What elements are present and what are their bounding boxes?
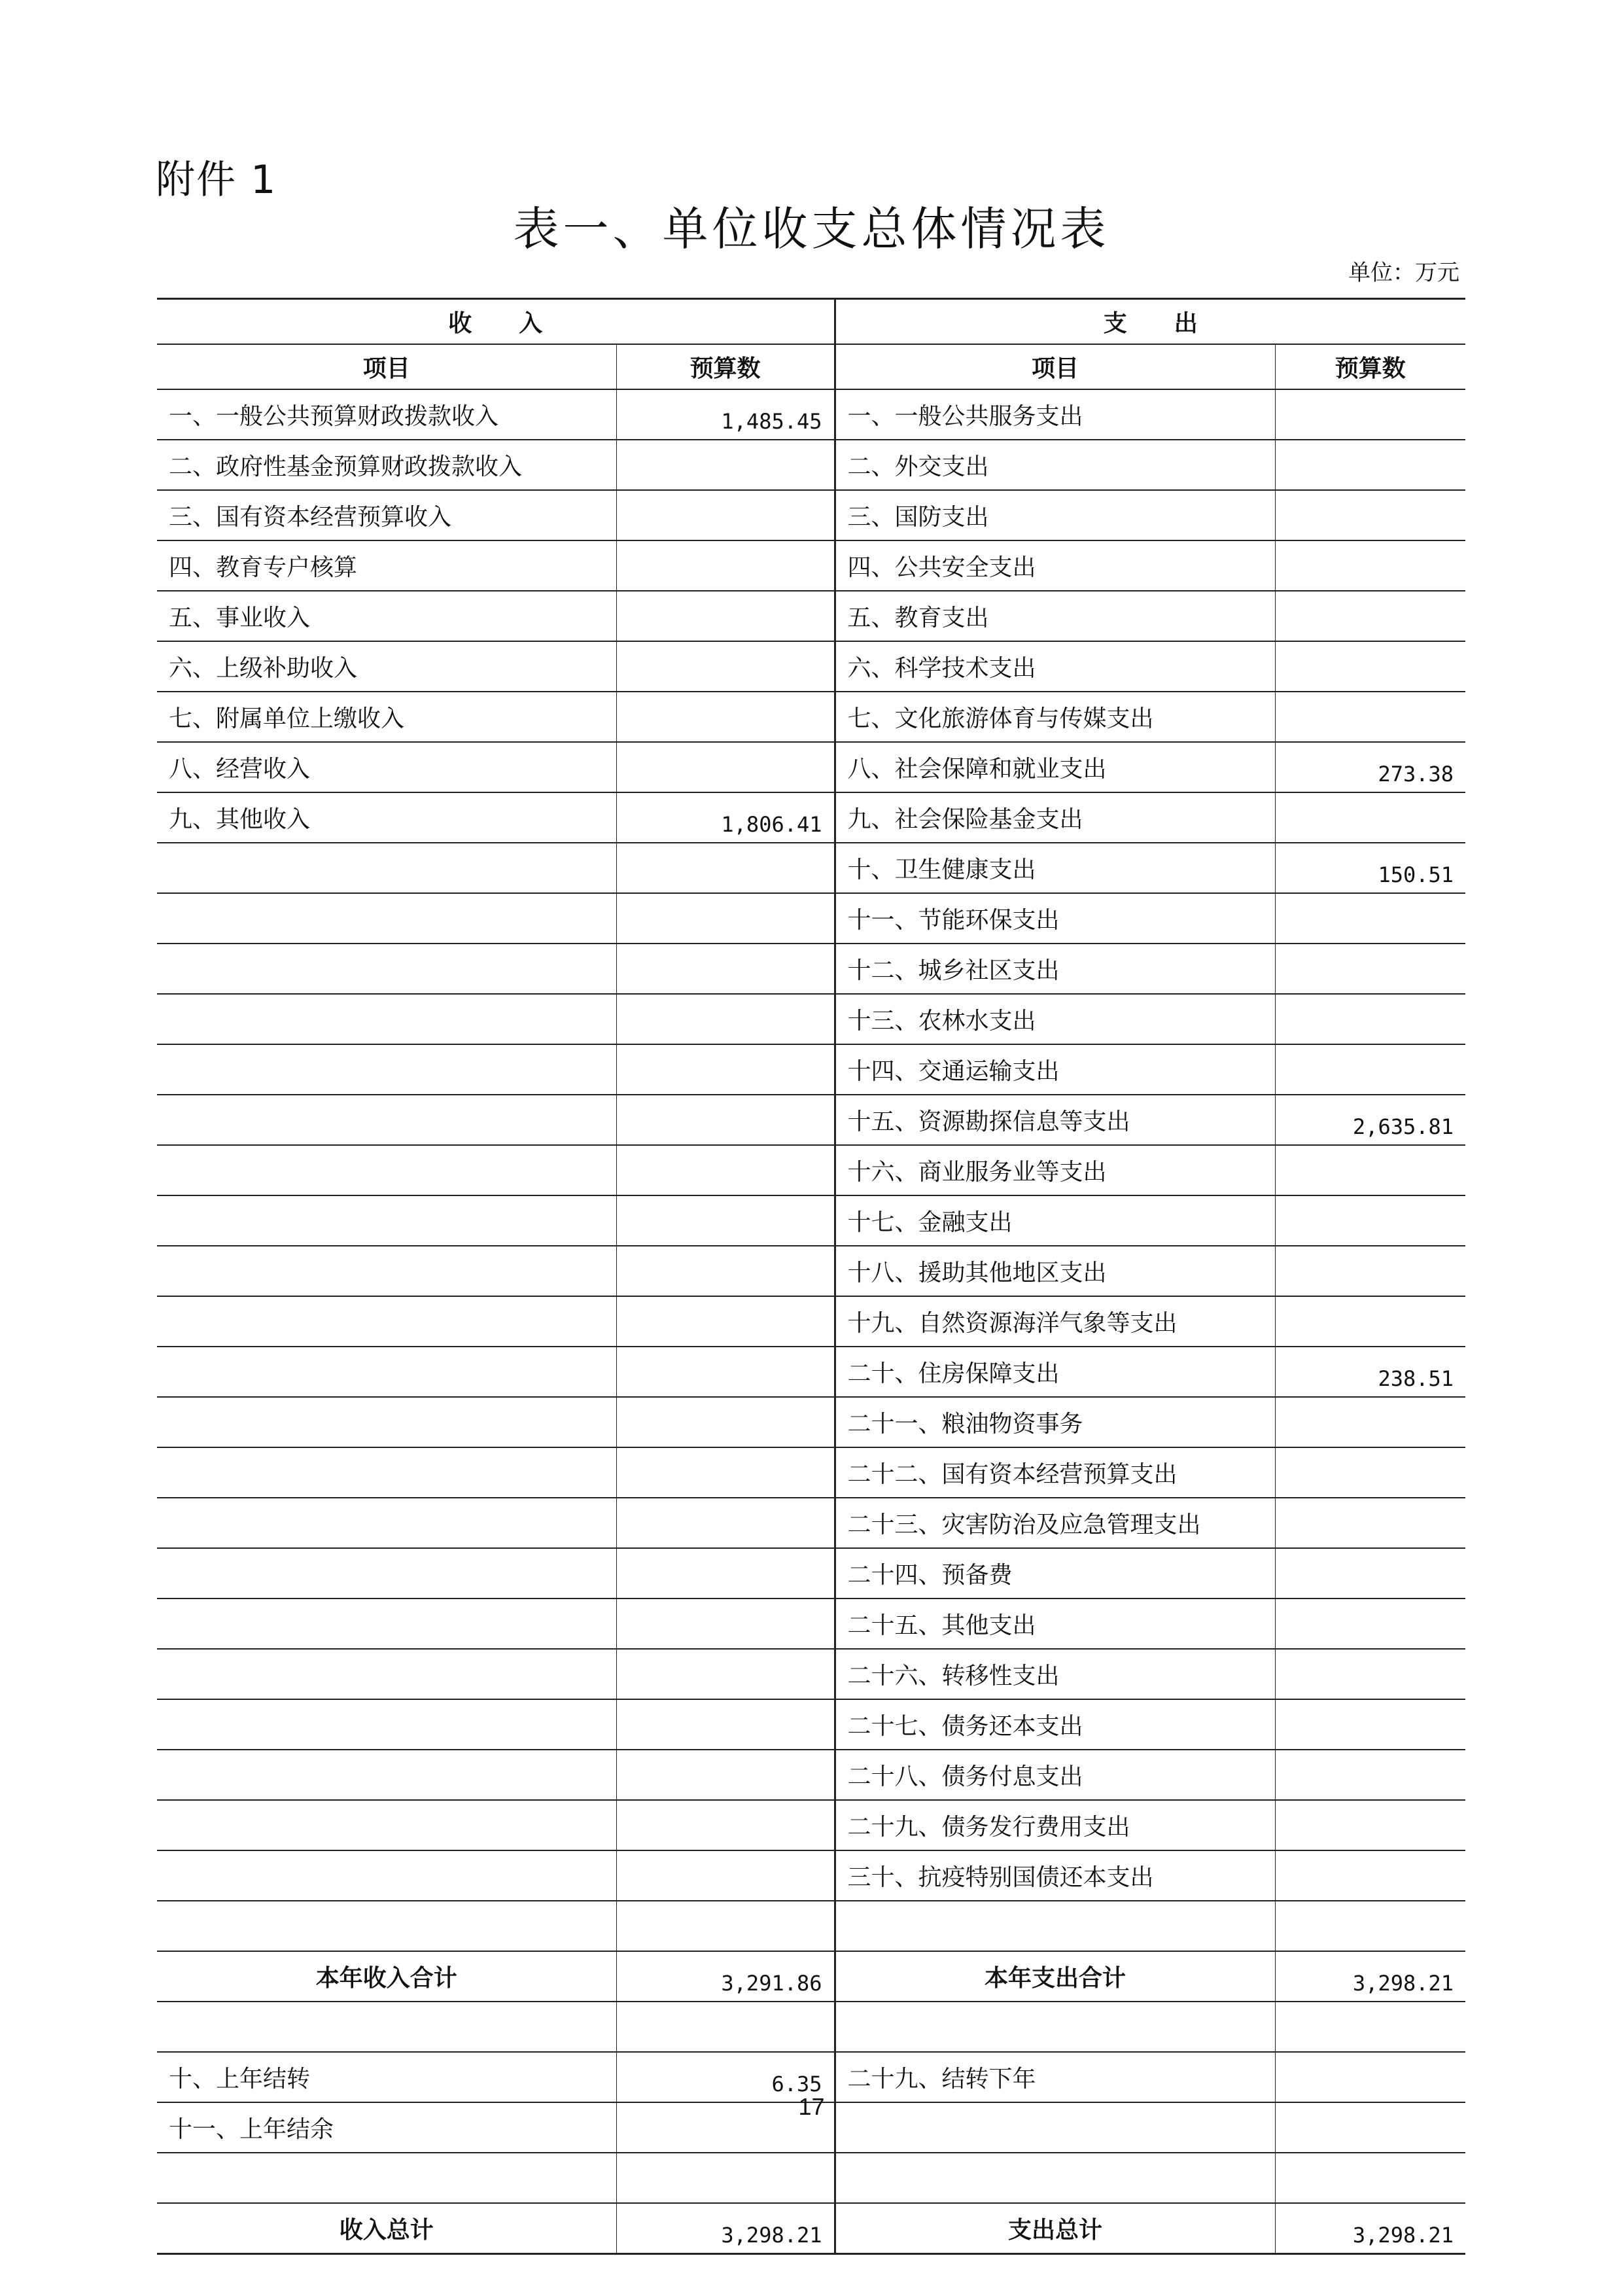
expense-item-cell: 二十一、粮油物资事务 bbox=[835, 1397, 1275, 1447]
income-amount-cell bbox=[616, 1145, 835, 1195]
income-amount-cell bbox=[616, 2002, 835, 2052]
expense-amount-cell bbox=[1275, 994, 1465, 1044]
income-amount-cell: 1,806.41 bbox=[616, 792, 835, 843]
income-item-cell bbox=[157, 1699, 616, 1750]
income-amount-cell bbox=[616, 641, 835, 692]
table-row bbox=[157, 1347, 1465, 1397]
income-amount-cell: 6.35 bbox=[616, 2052, 835, 2102]
expense-amount-cell bbox=[1275, 1750, 1465, 1800]
expense-item-cell: 二十九、债务发行费用支出 bbox=[835, 1800, 1275, 1850]
expense-item-cell: 十六、商业服务业等支出 bbox=[835, 1145, 1275, 1195]
income-item-cell bbox=[157, 1598, 616, 1649]
table-row bbox=[157, 1044, 1465, 1095]
expense-total-amount: 3,298.21 bbox=[1275, 2203, 1465, 2254]
expense-amount-cell bbox=[1275, 389, 1465, 440]
expense-item-cell: 六、科学技术支出 bbox=[835, 641, 1275, 692]
expense-amount-cell bbox=[1275, 490, 1465, 540]
expense-item-cell: 十、卫生健康支出 bbox=[835, 843, 1275, 893]
table-row bbox=[157, 843, 1465, 893]
expense-item-cell: 二十九、结转下年 bbox=[835, 2052, 1275, 2102]
income-amount-cell bbox=[616, 1246, 835, 1296]
income-total-label: 本年收入合计 bbox=[157, 1951, 616, 2002]
page-title: 表一、单位收支总体情况表 bbox=[513, 202, 1110, 256]
income-item-cell bbox=[157, 1145, 616, 1195]
income-amount-cell bbox=[616, 1850, 835, 1901]
income-item-cell bbox=[157, 944, 616, 994]
expense-item-cell: 二十二、国有资本经营预算支出 bbox=[835, 1447, 1275, 1498]
table-row bbox=[157, 591, 1465, 641]
expense-item-cell: 二、外交支出 bbox=[835, 440, 1275, 490]
table-row bbox=[157, 1699, 1465, 1750]
income-amount-cell bbox=[616, 1447, 835, 1498]
income-item-cell: 八、经营收入 bbox=[157, 742, 616, 792]
expense-item-cell: 五、教育支出 bbox=[835, 591, 1275, 641]
expense-total-amount: 3,298.21 bbox=[1275, 1951, 1465, 2002]
expense-item-cell bbox=[835, 1901, 1275, 1951]
expense-item-cell: 十一、节能环保支出 bbox=[835, 893, 1275, 944]
income-item-cell bbox=[157, 1044, 616, 1095]
table-row bbox=[157, 1397, 1465, 1447]
expense-item-cell: 一、一般公共服务支出 bbox=[835, 389, 1275, 440]
income-amount-cell bbox=[616, 540, 835, 591]
expense-total-label: 支出总计 bbox=[835, 2203, 1275, 2254]
income-item-cell bbox=[157, 1800, 616, 1850]
income-amount-cell bbox=[616, 692, 835, 742]
income-item-cell bbox=[157, 2002, 616, 2052]
expense-item-cell: 二十七、债务还本支出 bbox=[835, 1699, 1275, 1750]
income-item-cell bbox=[157, 1296, 616, 1347]
expense-amount-cell bbox=[1275, 591, 1465, 641]
income-amount-cell bbox=[616, 2153, 835, 2203]
income-item-cell bbox=[157, 1548, 616, 1598]
income-amount-cell bbox=[616, 591, 835, 641]
income-amount-cell bbox=[616, 1095, 835, 1145]
expense-amount-cell: 273.38 bbox=[1275, 742, 1465, 792]
expense-budget-column-header: 预算数 bbox=[1275, 344, 1465, 389]
income-amount-cell bbox=[616, 1498, 835, 1548]
income-item-cell bbox=[157, 1095, 616, 1145]
income-item-cell bbox=[157, 1750, 616, 1800]
table-row bbox=[157, 792, 1465, 843]
table-row bbox=[157, 1195, 1465, 1246]
table-row bbox=[157, 1246, 1465, 1296]
carry-row bbox=[157, 2002, 1465, 2052]
expense-section-header: 支 出 bbox=[835, 299, 1465, 345]
expense-item-cell: 十八、援助其他地区支出 bbox=[835, 1246, 1275, 1296]
income-amount-cell bbox=[616, 1598, 835, 1649]
unit-label: 单位：万元 bbox=[1348, 260, 1459, 286]
income-item-cell: 六、上级补助收入 bbox=[157, 641, 616, 692]
income-amount-cell bbox=[616, 1901, 835, 1951]
income-total-label: 收入总计 bbox=[157, 2203, 616, 2254]
income-item-cell bbox=[157, 1498, 616, 1548]
expense-amount-cell: 238.51 bbox=[1275, 1347, 1465, 1397]
expense-item-cell: 十五、资源勘探信息等支出 bbox=[835, 1095, 1275, 1145]
income-item-cell bbox=[157, 1397, 616, 1447]
expense-item-cell: 九、社会保险基金支出 bbox=[835, 792, 1275, 843]
expense-amount-cell bbox=[1275, 641, 1465, 692]
table-row bbox=[157, 1447, 1465, 1498]
income-amount-cell bbox=[616, 944, 835, 994]
expense-amount-cell bbox=[1275, 440, 1465, 490]
income-item-cell bbox=[157, 1850, 616, 1901]
table-row bbox=[157, 1750, 1465, 1800]
expense-item-cell: 十二、城乡社区支出 bbox=[835, 944, 1275, 994]
expense-amount-cell bbox=[1275, 1246, 1465, 1296]
table-row bbox=[157, 1498, 1465, 1548]
income-item-cell bbox=[157, 1447, 616, 1498]
income-amount-cell bbox=[616, 1649, 835, 1699]
income-item-cell: 一、一般公共预算财政拨款收入 bbox=[157, 389, 616, 440]
expense-item-cell: 三、国防支出 bbox=[835, 490, 1275, 540]
table-row bbox=[157, 540, 1465, 591]
income-item-cell: 三、国有资本经营预算收入 bbox=[157, 490, 616, 540]
expense-amount-cell bbox=[1275, 1800, 1465, 1850]
income-amount-cell bbox=[616, 1044, 835, 1095]
table-row bbox=[157, 692, 1465, 742]
expense-item-cell: 三十、抗疫特别国债还本支出 bbox=[835, 1850, 1275, 1901]
expense-item-cell: 二十五、其他支出 bbox=[835, 1598, 1275, 1649]
table-row bbox=[157, 1598, 1465, 1649]
expense-amount-cell bbox=[1275, 692, 1465, 742]
income-amount-cell bbox=[616, 1699, 835, 1750]
expense-item-cell: 四、公共安全支出 bbox=[835, 540, 1275, 591]
income-amount-cell bbox=[616, 1296, 835, 1347]
income-item-cell: 十、上年结转 bbox=[157, 2052, 616, 2102]
table-row bbox=[157, 893, 1465, 944]
expense-amount-cell: 150.51 bbox=[1275, 843, 1465, 893]
income-item-cell bbox=[157, 2153, 616, 2203]
expense-amount-cell bbox=[1275, 1498, 1465, 1548]
table-row bbox=[157, 490, 1465, 540]
income-amount-cell bbox=[616, 1397, 835, 1447]
income-total-amount: 3,291.86 bbox=[616, 1951, 835, 2002]
expense-item-cell: 十四、交通运输支出 bbox=[835, 1044, 1275, 1095]
expense-amount-cell bbox=[1275, 1044, 1465, 1095]
expense-amount-cell bbox=[1275, 1699, 1465, 1750]
table-row bbox=[157, 1296, 1465, 1347]
income-amount-cell bbox=[616, 1800, 835, 1850]
expense-amount-cell bbox=[1275, 944, 1465, 994]
table-row bbox=[157, 1649, 1465, 1699]
budget-table bbox=[157, 298, 1465, 2255]
expense-amount-cell: 2,635.81 bbox=[1275, 1095, 1465, 1145]
income-item-cell bbox=[157, 1246, 616, 1296]
carry-row bbox=[157, 2153, 1465, 2203]
expense-item-cell: 二十、住房保障支出 bbox=[835, 1347, 1275, 1397]
year-total-row bbox=[157, 1951, 1465, 2002]
column-header-row bbox=[157, 344, 1465, 389]
income-amount-cell bbox=[616, 1195, 835, 1246]
attachment-label: 附件 1 bbox=[156, 157, 277, 203]
expense-item-cell: 十三、农林水支出 bbox=[835, 994, 1275, 1044]
expense-item-cell: 十九、自然资源海洋气象等支出 bbox=[835, 1296, 1275, 1347]
table-row bbox=[157, 994, 1465, 1044]
expense-item-cell: 七、文化旅游体育与传媒支出 bbox=[835, 692, 1275, 742]
income-amount-cell bbox=[616, 1548, 835, 1598]
income-item-cell: 九、其他收入 bbox=[157, 792, 616, 843]
expense-amount-cell bbox=[1275, 1195, 1465, 1246]
expense-item-column-header: 项目 bbox=[835, 344, 1275, 389]
income-amount-cell bbox=[616, 440, 835, 490]
income-budget-column-header: 预算数 bbox=[616, 344, 835, 389]
income-item-cell bbox=[157, 893, 616, 944]
budget-table-body bbox=[157, 299, 1465, 2254]
income-item-cell: 七、附属单位上缴收入 bbox=[157, 692, 616, 742]
income-item-cell bbox=[157, 1347, 616, 1397]
income-item-column-header: 项目 bbox=[157, 344, 616, 389]
table-row bbox=[157, 1800, 1465, 1850]
expense-item-cell: 二十六、转移性支出 bbox=[835, 1649, 1275, 1699]
expense-amount-cell bbox=[1275, 1145, 1465, 1195]
expense-amount-cell bbox=[1275, 1901, 1465, 1951]
page-number: 17 bbox=[798, 2093, 825, 2120]
expense-item-cell: 二十三、灾害防治及应急管理支出 bbox=[835, 1498, 1275, 1548]
income-item-cell bbox=[157, 1195, 616, 1246]
income-item-cell bbox=[157, 1901, 616, 1951]
expense-amount-cell bbox=[1275, 540, 1465, 591]
income-item-cell: 四、教育专户核算 bbox=[157, 540, 616, 591]
income-item-cell bbox=[157, 1649, 616, 1699]
income-item-cell bbox=[157, 994, 616, 1044]
expense-amount-cell bbox=[1275, 792, 1465, 843]
income-item-cell: 十一、上年结余 bbox=[157, 2102, 616, 2153]
income-amount-cell bbox=[616, 1750, 835, 1800]
expense-amount-cell bbox=[1275, 1447, 1465, 1498]
grand-total-row bbox=[157, 2203, 1465, 2254]
income-item-cell bbox=[157, 843, 616, 893]
table-row bbox=[157, 1901, 1465, 1951]
expense-item-cell bbox=[835, 2002, 1275, 2052]
income-amount-cell bbox=[616, 994, 835, 1044]
table-row bbox=[157, 440, 1465, 490]
expense-item-cell: 二十八、债务付息支出 bbox=[835, 1750, 1275, 1800]
table-row bbox=[157, 1145, 1465, 1195]
table-row bbox=[157, 641, 1465, 692]
expense-amount-cell bbox=[1275, 1296, 1465, 1347]
income-section-header: 收 入 bbox=[157, 299, 835, 345]
expense-amount-cell bbox=[1275, 1397, 1465, 1447]
expense-total-label: 本年支出合计 bbox=[835, 1951, 1275, 2002]
income-total-amount: 3,298.21 bbox=[616, 2203, 835, 2254]
expense-item-cell bbox=[835, 2153, 1275, 2203]
expense-amount-cell bbox=[1275, 2002, 1465, 2052]
income-item-cell: 二、政府性基金预算财政拨款收入 bbox=[157, 440, 616, 490]
income-amount-cell bbox=[616, 742, 835, 792]
table-row bbox=[157, 1548, 1465, 1598]
income-amount-cell bbox=[616, 490, 835, 540]
table-row bbox=[157, 742, 1465, 792]
expense-amount-cell bbox=[1275, 1598, 1465, 1649]
expense-item-cell: 八、社会保障和就业支出 bbox=[835, 742, 1275, 792]
expense-item-cell: 二十四、预备费 bbox=[835, 1548, 1275, 1598]
income-amount-cell bbox=[616, 843, 835, 893]
expense-item-cell: 十七、金融支出 bbox=[835, 1195, 1275, 1246]
expense-amount-cell bbox=[1275, 1649, 1465, 1699]
section-header-row bbox=[157, 299, 1465, 345]
expense-amount-cell bbox=[1275, 2153, 1465, 2203]
table-row bbox=[157, 1850, 1465, 1901]
income-item-cell: 五、事业收入 bbox=[157, 591, 616, 641]
income-amount-cell: 1,485.45 bbox=[616, 389, 835, 440]
table-row bbox=[157, 1095, 1465, 1145]
expense-amount-cell bbox=[1275, 1548, 1465, 1598]
table-row bbox=[157, 389, 1465, 440]
table-row bbox=[157, 944, 1465, 994]
income-amount-cell bbox=[616, 1347, 835, 1397]
expense-amount-cell bbox=[1275, 1850, 1465, 1901]
expense-amount-cell bbox=[1275, 893, 1465, 944]
income-amount-cell bbox=[616, 893, 835, 944]
